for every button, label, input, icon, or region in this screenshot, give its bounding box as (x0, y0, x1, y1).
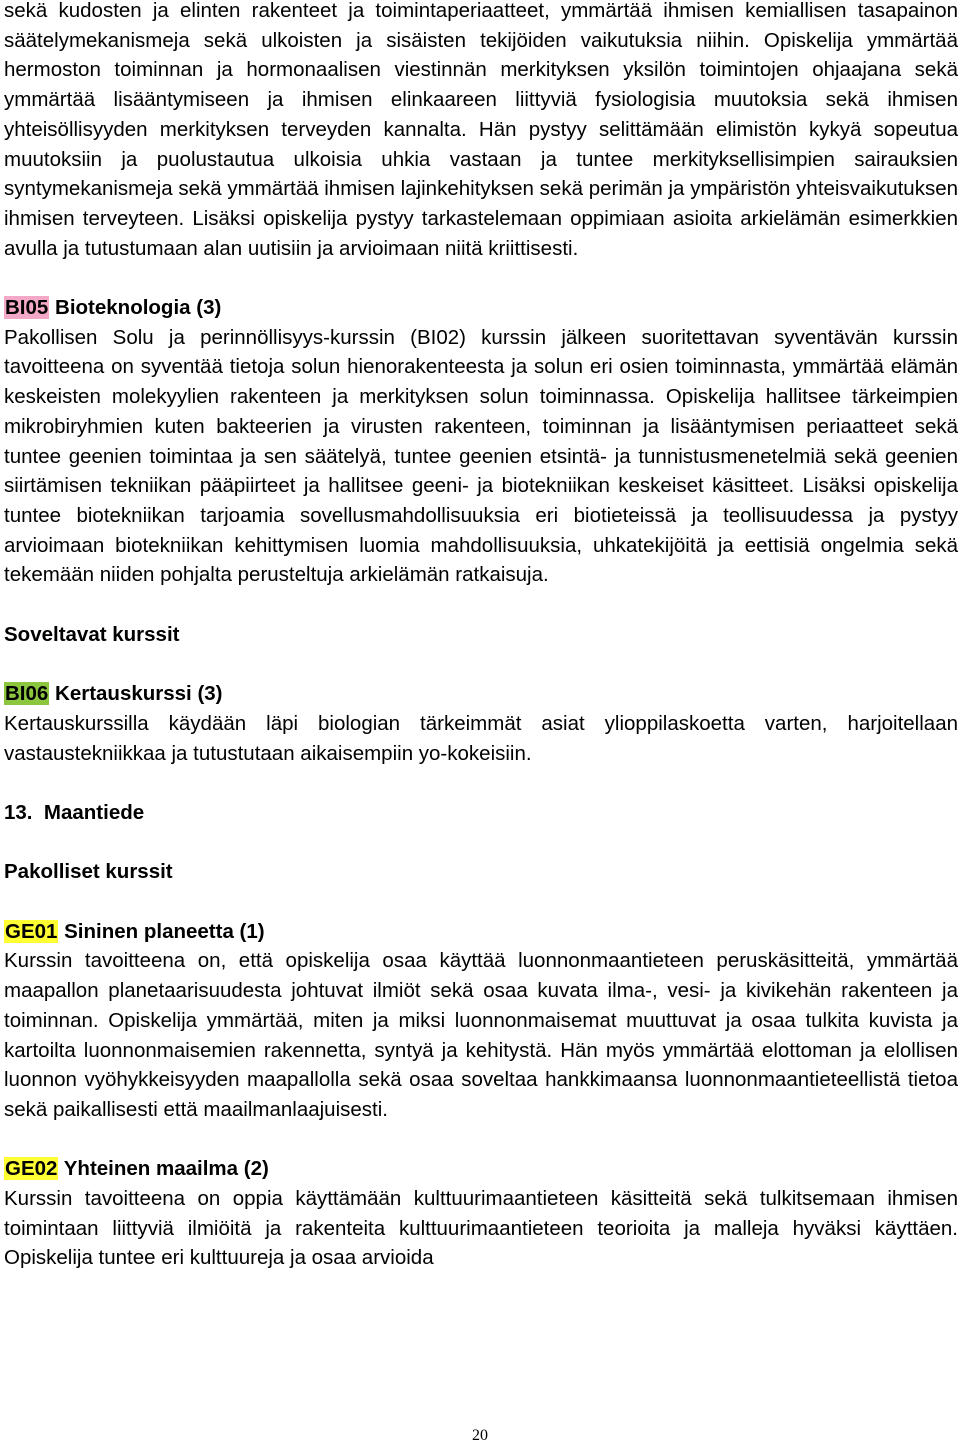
section-title: Maantiede (43, 800, 145, 824)
spacer (4, 887, 958, 917)
course-title-bi05: Bioteknologia (3) (55, 296, 222, 320)
section-heading-13 (4, 798, 958, 828)
course-code-ge01: GE01 (5, 919, 58, 943)
course-description-bi05: Pakollisen Solu ja perinnöllisyys-kurssin (BI02) kurssin jälkeen suoritettavan syventävän kurssin tavoitteena on syventää tietoja solun hienorakenteesta ja solun eri osien toiminnasta, ymmärtää elämän keskeisten molekyylien rakenteen ja merkityksen solun toiminnassa. Opiskelija hallitsee tärkeimpien mikrobiryhmien kuten bakteerien ja virusten rakenteen, toiminnan ja lisääntymisen periaatteet sekä tuntee geenien toimintaa ja sen säätelyä, tuntee geenien etsintä- ja tunnistusmenetelmiä sekä geenien siirtämisen tekniikan pääpiirteet ja hallitsee geeni- ja biotekniikan keskeiset käsitteet. Lisäksi opiskelija tuntee biotekniikan tarjoamia sovellusmahdollisuuksia eri biotieteissä ja teollisuudessa ja pystyy arvioimaan biotekniikan kehittymisen luomia mahdollisuuksia, uhkatekijöitä ja eettisiä ongelmia sekä tekemään niiden pohjalta perusteltuja arkielämän ratkaisuja. (4, 325, 958, 587)
course-heading-bi05 (4, 293, 958, 323)
spacer (4, 590, 958, 620)
pakolliset-heading: Pakolliset kurssit (4, 860, 173, 884)
soveltavat-heading: Soveltavat kurssit (4, 622, 180, 646)
course-description-ge02: Kurssin tavoitteena on oppia käyttämään kulttuurimaantieteen käsitteitä sekä tulkitsemaan ihmisen toimintaan liittyviä ilmiöitä ja rakenteita kulttuurimaantieteen teorioita ja malleja hyväksi käyttäen. Opiskelija tuntee eri kulttuureja ja osaa arvioida (4, 1187, 958, 1270)
course-code-bi05: BI05 (5, 296, 49, 320)
document-page (4, 0, 958, 1273)
course-description-ge01: Kurssin tavoitteena on, että opiskelija osaa käyttää luonnonmaantieteen peruskäsitteitä, ymmärtää maapallon planetaarisuudesta johtuvat ilmiöt sekä osaa kuvata ilma-, vesi- ja kivikehän rakenteen ja toiminnan. Opiskelija ymmärtää, miten ja miksi luonnonmaisemat muuttuvat ja osaa tulkita kuvista ja kartoilta luonnonmaisemien rakennetta, syntyä ja kehitystä. Hän myös ymmärtää elottoman ja elollisen luonnon vyöhykkeisyyden maapallolla sekä osaa soveltaa hankkimaansa luonnonmaantieteellistä tietoa sekä paikallisesti että maailmanlaajuisesti. (4, 949, 958, 1121)
course-description-bi06: Kertauskurssilla käydään läpi biologian tärkeimmät asiat ylioppilaskoetta varten, harjoitellaan vastaustekniikkaa ja tutustutaan aikaisempiin yo-kokeisiin. (4, 711, 958, 765)
course-code-bi06: BI06 (5, 682, 49, 706)
course-title-ge02: Yhteinen maailma (2) (63, 1157, 269, 1181)
course-title-bi06: Kertauskurssi (3) (55, 682, 223, 706)
spacer (4, 828, 958, 858)
section-number: 13. (4, 800, 33, 824)
course-heading-ge02 (4, 1154, 958, 1184)
page-number: 20 (472, 1427, 488, 1444)
spacer (4, 768, 958, 798)
intro-paragraph: sekä kudosten ja elinten rakenteet ja toimintaperiaatteet, ymmärtää ihmisen kemiallisen tasapainon säätelymekanismeja sekä ulkoisten ja sisäisten tekijöiden vaikutuksia niihin. Opiskelija ymmärtää hermoston toiminnan ja hormonaalisen viestinnän merkityksen yksilön toimintojen ohjaajana sekä ymmärtää lisääntymiseen ja ihmisen elinkaareen liittyviä fysiologisia muutoksia sekä ihmisen yhteisöllisyyden merkityksen terveyden kannalta. Hän pystyy selittämään elimistön kykyä sopeutua muutoksiin ja puolustautua ulkoisia uhkia vastaan ja tuntee merkityksellisimpien sairauksien syntymekanismeja sekä ymmärtää ihmisen lajinkehityksen sekä perimän ja ympäristön yhteisvaikutuksen ihmisen terveyteen. Lisäksi opiskelija pystyy tarkastelemaan oppimiaan asioita arkielämän esimerkkien avulla ja tutustumaan alan uutisiin ja arvioimaan niitä kriittisesti. (4, 0, 958, 260)
course-heading-bi06 (4, 679, 958, 709)
course-code-ge02: GE02 (5, 1157, 58, 1181)
course-title-ge01: Sininen planeetta (1) (64, 919, 265, 943)
course-heading-ge01 (4, 917, 958, 947)
spacer (4, 263, 958, 293)
spacer (4, 649, 958, 679)
spacer (4, 1125, 958, 1155)
